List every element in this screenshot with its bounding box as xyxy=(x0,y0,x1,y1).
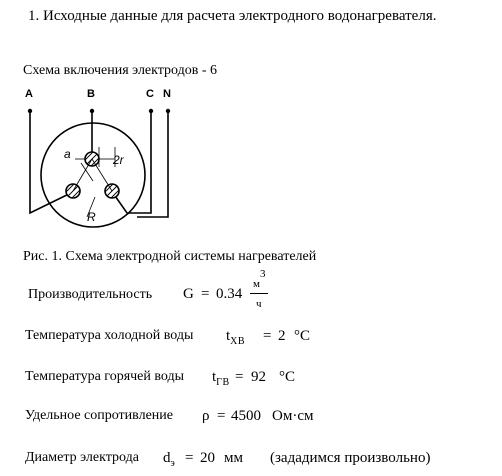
wire-a xyxy=(30,111,75,213)
wire-n xyxy=(137,111,168,217)
diameter-subscript: э xyxy=(170,458,176,469)
diameter-note: (зададимся произвольно) xyxy=(270,450,431,466)
resistivity-value: 4500 xyxy=(231,408,261,424)
resistivity-unit: Ом·см xyxy=(272,408,314,424)
document-title: 1. Исходные данные для расчета электродного водонагревателя. xyxy=(28,8,437,24)
productivity-unit-num: м xyxy=(253,278,260,290)
productivity-unit-exp: 3 xyxy=(260,268,266,280)
label-R: R xyxy=(87,210,96,224)
productivity-value: 0.34 xyxy=(216,286,243,302)
figure-caption: Рис. 1. Схема электродной системы нагревателей xyxy=(23,249,317,264)
hot-temp-label: Температура горячей воды xyxy=(25,369,185,384)
diameter-unit: мм xyxy=(224,450,243,466)
diameter-value: 20 xyxy=(200,450,215,466)
productivity-eq: = xyxy=(201,286,210,302)
terminal-c-label: C xyxy=(146,88,154,100)
scheme-title: Схема включения электродов - 6 xyxy=(23,63,218,78)
cold-temp-subscript: ХВ xyxy=(230,336,246,347)
cold-temp-label: Температура холодной воды xyxy=(25,328,194,343)
diameter-eq: = xyxy=(185,450,194,466)
terminal-b-label: B xyxy=(87,88,95,100)
electrode-scheme-diagram xyxy=(15,85,195,235)
terminal-n-label: N xyxy=(163,88,171,100)
cold-temp-unit: °C xyxy=(294,328,311,344)
label-a: a xyxy=(64,147,71,161)
cold-temp-symbol: $t_{ХВ}$ xyxy=(226,328,246,347)
hot-temp-subscript: ГВ xyxy=(216,377,230,388)
hot-temp-unit: °C xyxy=(279,369,296,385)
productivity-label: Производительность xyxy=(28,287,153,302)
hot-temp-symbol: $t_{ГВ}$ xyxy=(212,369,230,388)
productivity-fraction-line xyxy=(250,293,268,294)
cold-temp-eq: = xyxy=(263,328,272,344)
diameter-label: Диаметр электрода xyxy=(25,450,139,465)
label-2r: 2r xyxy=(113,153,124,167)
terminal-a-label: A xyxy=(25,88,33,100)
hot-temp-value: 92 xyxy=(251,369,266,385)
resistivity-label: Удельное сопротивление xyxy=(25,408,173,423)
cold-temp-value: 2 xyxy=(278,328,286,344)
resistivity-symbol: ρ xyxy=(202,408,210,424)
diameter-symbol: $d_э$ xyxy=(163,450,176,469)
resistivity-eq: = xyxy=(217,408,226,424)
productivity-symbol: G xyxy=(183,286,194,302)
hot-temp-eq: = xyxy=(235,369,244,385)
productivity-unit-den: ч xyxy=(256,298,262,310)
